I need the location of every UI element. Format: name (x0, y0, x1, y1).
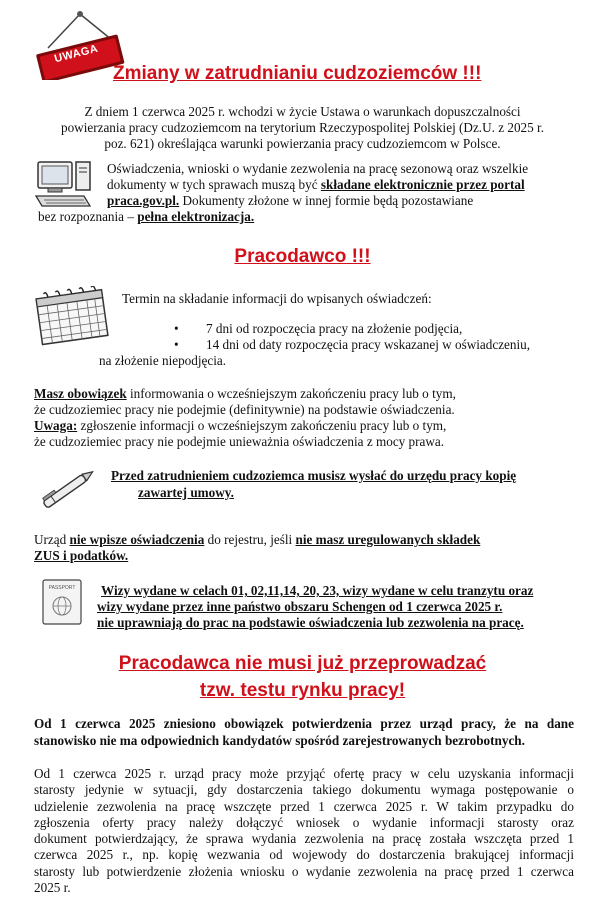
bullet-icon: • (174, 321, 179, 336)
labour-market-heading (0, 650, 605, 704)
zus-paragraph (34, 532, 480, 564)
intro-line: Z dniem 1 czerwca 2025 r. wchodzi w życie Ustawa o warunkach dopuszczalności (84, 104, 521, 119)
portal-link[interactable]: praca.gov.pl. (107, 193, 180, 208)
duty-line-3 (34, 418, 456, 434)
duty-text: informowania o wcześniejszym zakończeniu pracy lub o tym, (126, 386, 456, 401)
visa-line-1: Wizy wydane w celach 01, 02,11,14, 20, 23, wizy wydane w celu tranzytu oraz (101, 583, 534, 598)
intro-paragraph (20, 104, 585, 152)
deadline-tail: na złożenie niepodjęcia. (99, 353, 227, 368)
deadline-bullet (174, 321, 462, 337)
electronic-text: dokumenty w tych sprawach muszą być (107, 177, 321, 192)
electronic-text: bez rozpoznania – (38, 209, 138, 224)
zus-line-2: ZUS i podatków. (34, 548, 129, 563)
final-line: 2025 r. (34, 880, 71, 896)
duty-text: zgłoszenie informacji o wcześniejszym zakończeniu pracy lub o tym, (77, 418, 447, 433)
electronic-emphasis: pełna elektronizacja. (137, 209, 255, 224)
employer-heading: Pracodawco !!! (234, 246, 371, 267)
final-paragraph (34, 766, 574, 896)
duty-paragraph (34, 386, 456, 450)
electronic-paragraph (40, 161, 528, 225)
electronic-line-1: Oświadczenia, wnioski o wydanie zezwolenia na pracę sezonową oraz wszelkie (107, 161, 529, 176)
final-line: dokument potwierdzający, że sprawa wydania zezwolenia na pracę została wszczęta przed 1 (34, 831, 574, 847)
final-line: Od 1 czerwca 2025 r. urząd pracy może przyjąć ofertę pracy w celu uzyskania informacji (34, 766, 574, 781)
final-line: czerwca 2025 r., np. kopię wezwania od wojewody do dostarczenia brakującej informacji (34, 847, 574, 863)
electronic-line-2 (40, 177, 528, 193)
passport-icon-label: PASSPORT (48, 585, 76, 591)
visa-line-3: nie uprawniają do prac na podstawie oświadczenia lub zezwolenia na pracę. (97, 615, 524, 630)
final-line: starosty jedynie w sytuacji, gdy dostarczenia takiego dokumentu wymaga postępowanie o (34, 782, 574, 798)
calendar-icon (33, 286, 113, 348)
main-heading: Zmiany w zatrudnianiu cudzoziemców !!! (113, 63, 482, 84)
electronic-line-4 (38, 209, 528, 225)
intro-line: powierzania pracy cudzoziemcom na terytorium Rzeczypospolitej Polskiej (Dz.U. z 2025 r. (60, 120, 545, 135)
zus-emphasis: nie masz uregulowanych składek (295, 532, 481, 547)
passport-icon (41, 578, 83, 626)
uwaga-sign-label: UWAGA (53, 42, 100, 66)
intro-line: poz. 621) określająca warunki powierzania pracy cudzoziemcom w Polsce. (104, 136, 501, 151)
abolition-paragraph (34, 716, 574, 749)
contract-notice (111, 467, 516, 501)
final-line: zgłoszenia oferty pracy należy dołączyć wniosek o wydanie informacji starosty oraz (34, 814, 574, 830)
pen-icon (36, 464, 100, 514)
zus-text: Urząd (34, 532, 70, 547)
deadline-bullet-text: 14 dni od daty rozpoczęcia pracy wskazanej w oświadczeniu, (206, 337, 531, 352)
duty-emphasis: Masz obowiązek (34, 386, 127, 401)
zus-line-1 (34, 532, 480, 548)
abolition-line: Od 1 czerwca 2025 zniesiono obowiązek potwierdzenia przez urząd pracy, że na dane (34, 716, 574, 731)
electronic-emphasis: składane elektronicznie przez portal (320, 177, 525, 192)
duty-line-2: że cudzoziemiec pracy nie podejmie (definitywnie) na podstawie oświadczenia. (34, 402, 455, 417)
labour-market-heading-line: Pracodawca nie musi już przeprowadzać (118, 653, 487, 674)
labour-market-heading-line: tzw. testu rynku pracy! (199, 680, 406, 701)
duty-line-1 (34, 386, 456, 402)
zus-text: do rejestru, jeśli (204, 532, 296, 547)
final-line: udzielenie zezwolenia na pracę wszczęte przed 1 czerwca 2025 r. W takim przypadku do (34, 798, 574, 814)
deadline-bullet (174, 337, 530, 353)
contract-line-2: zawartej umowy. (138, 485, 234, 500)
bullet-icon: • (174, 337, 179, 352)
deadline-bullet-text: 7 dni od rozpoczęcia pracy na złożenie podjęcia, (206, 321, 463, 336)
abolition-line: stanowisko nie ma odpowiednich kandydatów spośród zarejestrowanych bezrobotnych. (34, 732, 525, 748)
final-line: starosty lub potwierdzenie złożenia wniosku o wydanie zezwolenia na pracę przed 1 czerwca (34, 863, 574, 879)
duty-note-label: Uwaga: (34, 418, 78, 433)
contract-line-1: Przed zatrudnieniem cudzoziemca musisz wysłać do urzędu pracy kopię (111, 468, 517, 483)
duty-line-4: że cudzoziemiec pracy nie podejmie unieważnia oświadczenia z mocy prawa. (34, 434, 445, 449)
deadline-title: Termin na składanie informacji do wpisanych oświadczeń: (122, 291, 432, 306)
zus-emphasis: nie wpisze oświadczenia (69, 532, 205, 547)
visa-notice (97, 583, 533, 631)
electronic-text: Dokumenty złożone w innej formie będą pozostawiane (179, 193, 474, 208)
visa-line-2: wizy wydane przez inne państwo obszaru Schengen od 1 czerwca 2025 r. (97, 599, 503, 614)
electronic-line-3 (40, 193, 528, 209)
